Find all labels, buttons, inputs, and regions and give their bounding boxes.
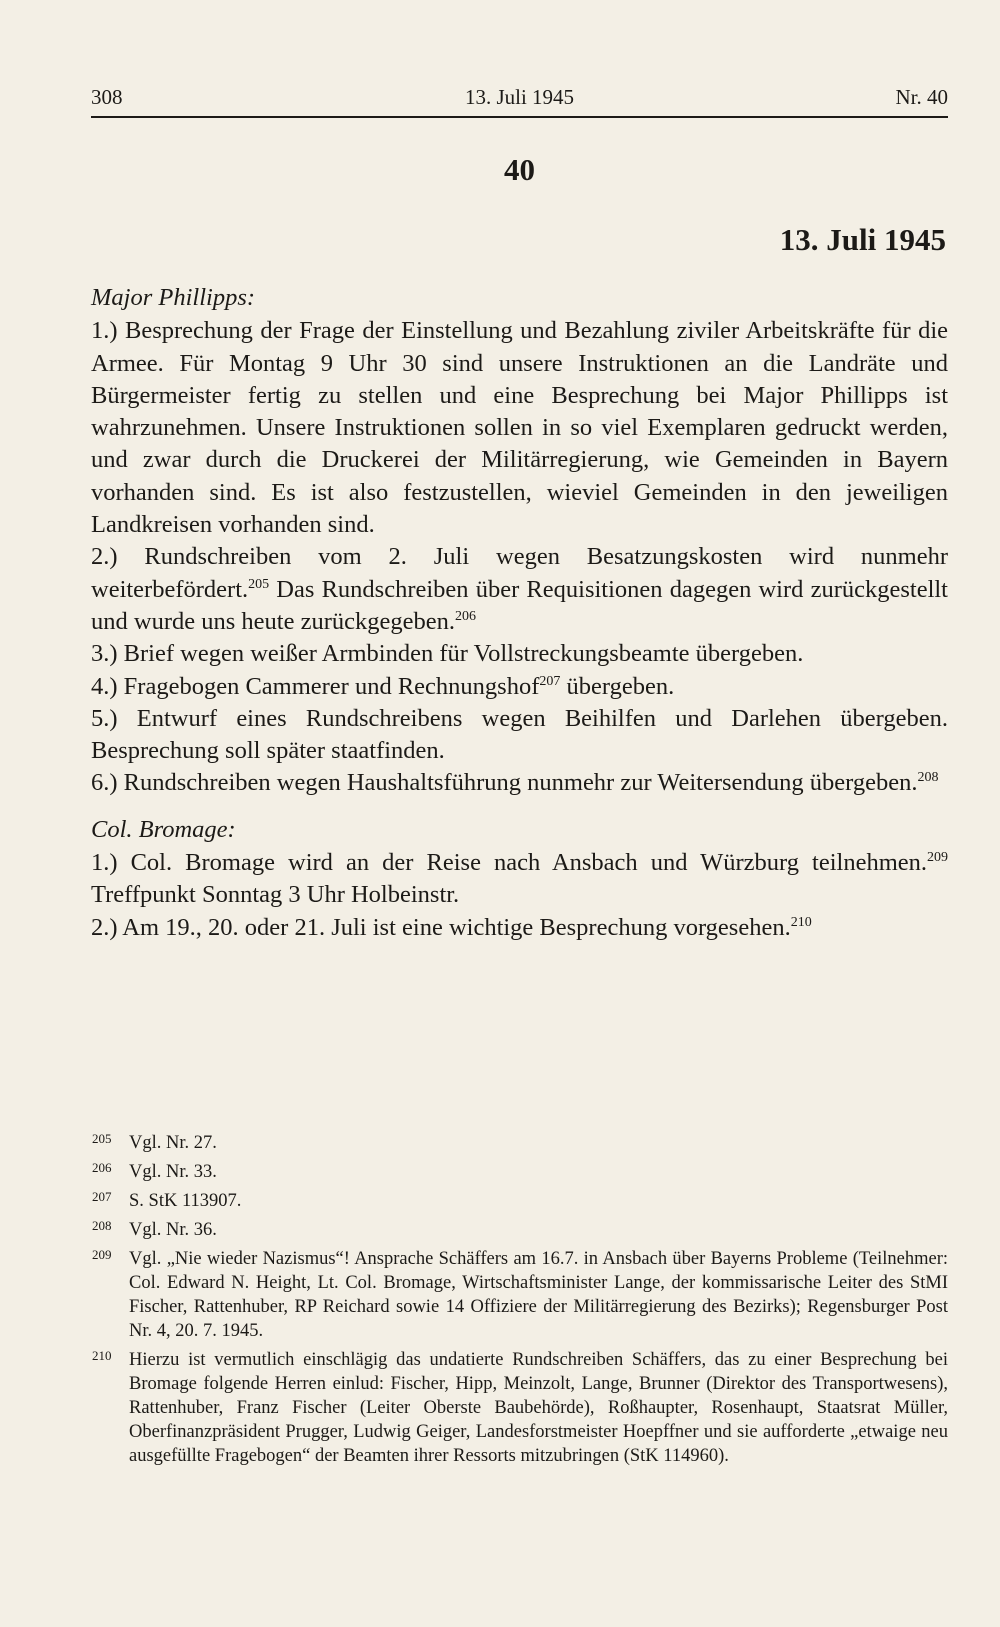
footnote-ref: 207 — [539, 673, 561, 689]
footnote-number: 208 — [92, 1218, 112, 1233]
page-number: 308 — [91, 85, 123, 109]
footnote-number: 206 — [92, 1160, 112, 1175]
document-date: 13. Juli 1945 — [779, 222, 946, 257]
running-head — [91, 85, 948, 115]
paragraph: 2.) Rundschreiben vom 2. Juli wegen Besatzungskosten wird nunmehr weiterbefördert.$^{205}$ Das Rundschreiben über Requisitionen dagegen wird zurückgestellt und wurde uns heute zurückgegeben.$^{206}$ — [91, 543, 948, 635]
footnote — [91, 1131, 948, 1155]
body-text — [91, 282, 948, 944]
paragraph: 2.) Am 19., 20. oder 21. Juli ist eine wichtige Besprechung vorgesehen.$^{210}$ — [91, 913, 812, 941]
paragraph: 1.) Col. Bromage wird an der Reise nach Ansbach und Würzburg teilnehmen.$^{209}$ Treffpunkt Sonntag 3 Uhr Holbeinstr. — [91, 849, 948, 909]
footnote — [91, 1247, 948, 1343]
footnote-number: 207 — [92, 1189, 112, 1204]
document-number: 40 — [504, 152, 535, 187]
footnotes — [91, 1131, 948, 1473]
footnote-text: Vgl. „Nie wieder Nazismus“! Ansprache Schäffers am 16.7. in Ansbach über Bayerns Probleme (Teilnehmer: Col. Edward N. Height, Lt. Col. Bromage, Wirtschaftsminister Lange, der kommissarische Leiter des StMI Fischer, Rattenhuber, RP Reichard sowie 14 Offiziere der Militärregierung des Bezirks); Regensburger Post Nr. 4, 20. 7. 1945. — [129, 1249, 948, 1341]
footnote — [91, 1348, 948, 1468]
footnote-number: 205 — [92, 1131, 112, 1146]
footnote — [91, 1160, 948, 1184]
paragraph: 6.) Rundschreiben wegen Haushaltsführung nunmehr zur Weitersendung übergeben.$^{208}$ — [91, 769, 939, 797]
footnote-text: Vgl. Nr. 36. — [129, 1220, 217, 1240]
paragraph: 5.) Entwurf eines Rundschreibens wegen Beihilfen und Darlehen übergeben. Besprechung soll später staatfinden. — [91, 704, 948, 765]
footnote-ref: 205 — [248, 576, 270, 592]
footnote-ref: 209 — [927, 850, 948, 866]
footnote-ref: 210 — [790, 914, 812, 930]
footnote-number: 209 — [92, 1247, 112, 1262]
footnote-ref: 208 — [917, 770, 939, 786]
speaker-heading: Major Phillipps: — [91, 284, 256, 311]
running-head-doc-ref: Nr. 40 — [895, 85, 948, 109]
paragraph: 3.) Brief wegen weißer Armbinden für Vollstreckungsbeamte übergeben. — [91, 640, 804, 668]
footnote-text: Hierzu ist vermutlich einschlägig das undatierte Rundschreiben Schäffers, das zu einer Besprechung bei Bromage folgende Herren einlud: Fischer, Hipp, Meinzolt, Lange, Brunner (Direktor des Transportwesens), Rattenhuber, Franz Fischer (Leiter Oberste Baubehörde), Roßhaupter, Rosenhaupt, Staatsrat Müller, Oberfinanzpräsident Prugger, Ludwig Geiger, Landesforstmeister Hoepffner und sie aufforderte „etwaige neu ausgefüllte Fragebogen“ der Beamten ihrer Ressorts mitzubringen (StK 114960). — [129, 1350, 948, 1466]
footnote — [91, 1189, 948, 1213]
running-head-date: 13. Juli 1945 — [464, 85, 575, 109]
paragraph: 4.) Fragebogen Cammerer und Rechnungshof$^{207}$ übergeben. — [91, 672, 675, 700]
footnote-text: S. StK 113907. — [129, 1191, 242, 1211]
section-gap — [91, 800, 948, 814]
speaker-heading: Col. Bromage: — [91, 815, 236, 843]
footnote-ref: 206 — [454, 608, 476, 624]
footnote-text: Vgl. Nr. 27. — [129, 1133, 217, 1153]
footnote-number: 210 — [92, 1348, 112, 1363]
footnote-text: Vgl. Nr. 33. — [129, 1162, 217, 1182]
paragraph: 1.) Besprechung der Frage der Einstellung und Bezahlung ziviler Arbeitskräfte für die Armee. Für Montag 9 Uhr 30 sind unsere Instruktionen an die Landräte und Bürgermeister fertig zu stellen und eine Besprechung bei Major Phillipps ist wahrzunehmen. Unsere Instruktionen sollen in so viel Exemplaren gedruckt werden, und zwar durch die Druckerei der Militärregierung, wie Gemeinden in Bayern vorhanden sind. Es ist also festzustellen, wieviel Gemeinden in den jeweiligen Landkreisen vorhanden sind. — [91, 317, 948, 539]
footnote — [91, 1218, 948, 1242]
header-rule — [91, 116, 948, 118]
